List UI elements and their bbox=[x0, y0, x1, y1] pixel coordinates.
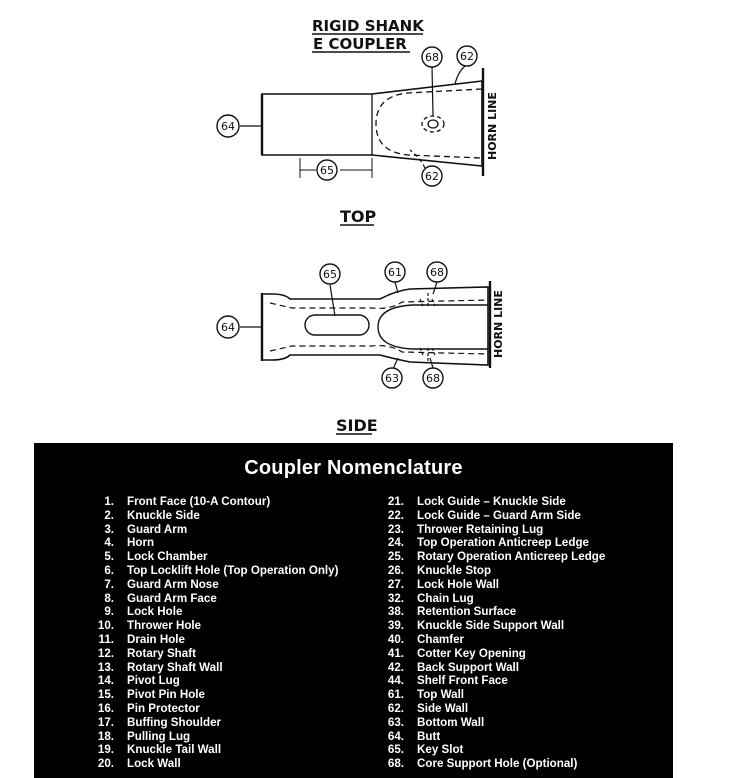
item-label: Chamfer bbox=[417, 632, 465, 646]
item-label: Guard Arm bbox=[127, 522, 188, 536]
list-item bbox=[364, 495, 664, 509]
nomenclature-left-column bbox=[74, 495, 374, 771]
item-label: Core Support Hole (Optional) bbox=[417, 757, 578, 771]
item-number: 10. bbox=[97, 619, 114, 633]
item-number: 24. bbox=[387, 536, 404, 550]
list-item bbox=[364, 647, 664, 661]
list-item bbox=[74, 509, 374, 523]
list-item bbox=[74, 523, 374, 537]
list-item bbox=[364, 550, 664, 564]
item-label: Top Wall bbox=[417, 688, 465, 702]
list-item bbox=[364, 730, 664, 744]
item-label: Buffing Shoulder bbox=[127, 715, 222, 729]
heading-rigid-shank: RIGID SHANK bbox=[312, 17, 424, 35]
callout-61-side: 61 bbox=[388, 266, 402, 279]
item-number: 42. bbox=[387, 660, 404, 674]
item-number: 4. bbox=[104, 536, 114, 550]
horn-line-label-side: HORN LINE bbox=[492, 290, 505, 358]
item-label: Knuckle Tail Wall bbox=[127, 743, 222, 757]
item-number: 64. bbox=[387, 729, 404, 743]
list-item bbox=[364, 674, 664, 688]
item-label: Pivot Pin Hole bbox=[127, 688, 205, 702]
item-number: 27. bbox=[387, 577, 404, 591]
item-label: Lock Guide – Guard Arm Side bbox=[417, 508, 581, 522]
list-item bbox=[364, 702, 664, 716]
item-label: Pin Protector bbox=[127, 701, 200, 715]
item-number: 8. bbox=[104, 591, 114, 605]
item-number: 61. bbox=[387, 688, 404, 702]
list-item bbox=[74, 730, 374, 744]
list-item bbox=[74, 550, 374, 564]
list-item bbox=[74, 633, 374, 647]
callout-68-side-top: 68 bbox=[430, 266, 444, 279]
list-item bbox=[364, 592, 664, 606]
list-item bbox=[364, 743, 664, 757]
item-label: Butt bbox=[417, 729, 441, 743]
heading-e-coupler: E COUPLER bbox=[313, 35, 407, 53]
item-number: 62. bbox=[387, 701, 404, 715]
item-label: Lock Hole bbox=[127, 605, 183, 619]
item-number: 44. bbox=[387, 674, 404, 688]
list-item bbox=[74, 674, 374, 688]
item-number: 11. bbox=[98, 632, 114, 646]
list-item bbox=[364, 509, 664, 523]
item-label: Knuckle Stop bbox=[417, 563, 492, 577]
callout-65-side: 65 bbox=[323, 268, 337, 281]
item-label: Rotary Shaft Wall bbox=[127, 660, 223, 674]
list-item bbox=[74, 716, 374, 730]
top-view bbox=[240, 66, 483, 178]
item-number: 19. bbox=[97, 743, 114, 757]
list-item bbox=[364, 757, 664, 771]
item-label: Knuckle Side Support Wall bbox=[417, 619, 565, 633]
item-label: Top Operation Anticreep Ledge bbox=[417, 536, 589, 550]
horn-line-label-top: HORN LINE bbox=[486, 92, 499, 160]
item-label: Front Face (10-A Contour) bbox=[127, 495, 271, 508]
item-label: Bottom Wall bbox=[417, 715, 485, 729]
item-number: 25. bbox=[387, 550, 404, 564]
top-view-core-hole bbox=[422, 116, 444, 132]
nomenclature-right-column bbox=[364, 495, 664, 771]
item-number: 3. bbox=[104, 522, 114, 536]
list-item bbox=[74, 564, 374, 578]
item-number: 63. bbox=[387, 715, 404, 729]
item-number: 7. bbox=[104, 577, 114, 591]
side-view-callouts bbox=[217, 262, 447, 388]
list-item bbox=[74, 592, 374, 606]
item-label: Rotary Operation Anticreep Ledge bbox=[417, 550, 606, 564]
list-item bbox=[74, 495, 374, 509]
nomenclature-panel bbox=[34, 443, 673, 778]
item-number: 1. bbox=[104, 495, 114, 508]
top-view-callouts bbox=[217, 46, 477, 186]
item-label: Cotter Key Opening bbox=[417, 646, 526, 660]
side-view-key-slot bbox=[305, 315, 369, 335]
item-label: Top Locklift Hole (Top Operation Only) bbox=[127, 563, 339, 577]
item-number: 18. bbox=[97, 729, 114, 743]
item-label: Guard Arm Nose bbox=[127, 577, 219, 591]
list-item bbox=[74, 647, 374, 661]
item-number: 41. bbox=[387, 646, 404, 660]
item-number: 14. bbox=[97, 674, 114, 688]
callout-64-top: 64 bbox=[221, 120, 235, 133]
item-number: 22. bbox=[387, 508, 404, 522]
list-item bbox=[364, 523, 664, 537]
list-item bbox=[364, 605, 664, 619]
item-number: 68. bbox=[387, 757, 404, 771]
callout-68-top: 68 bbox=[425, 51, 439, 64]
item-number: 12. bbox=[97, 646, 114, 660]
callout-64-side: 64 bbox=[221, 321, 235, 334]
list-item bbox=[74, 743, 374, 757]
item-label: Guard Arm Face bbox=[127, 591, 217, 605]
item-label: Pivot Lug bbox=[127, 674, 180, 688]
list-item bbox=[364, 688, 664, 702]
item-label: Lock Wall bbox=[127, 757, 181, 771]
item-number: 32. bbox=[387, 591, 404, 605]
item-label: Knuckle Side bbox=[127, 508, 200, 522]
item-label: Lock Hole Wall bbox=[417, 577, 500, 591]
item-label: Shelf Front Face bbox=[417, 674, 508, 688]
item-label: Chain Lug bbox=[417, 591, 474, 605]
item-label: Thrower Hole bbox=[127, 619, 202, 633]
item-number: 40. bbox=[387, 632, 404, 646]
nomenclature-title: Coupler Nomenclature bbox=[244, 457, 463, 479]
list-item bbox=[364, 619, 664, 633]
item-number: 6. bbox=[104, 563, 114, 577]
list-item bbox=[364, 564, 664, 578]
list-item bbox=[74, 536, 374, 550]
list-item bbox=[74, 605, 374, 619]
list-item bbox=[364, 661, 664, 675]
item-label: Rotary Shaft bbox=[127, 646, 196, 660]
item-label: Thrower Retaining Lug bbox=[417, 522, 544, 536]
item-number: 38. bbox=[387, 605, 404, 619]
item-number: 20. bbox=[97, 757, 114, 771]
list-item bbox=[74, 702, 374, 716]
list-item bbox=[74, 757, 374, 771]
top-view-label: TOP bbox=[340, 207, 377, 226]
item-label: Lock Chamber bbox=[127, 550, 208, 564]
callout-68-side-bottom: 68 bbox=[426, 372, 440, 385]
list-item bbox=[74, 688, 374, 702]
top-view-pocket bbox=[376, 89, 482, 158]
item-number: 16. bbox=[97, 701, 114, 715]
callout-65-top: 65 bbox=[320, 164, 334, 177]
item-label: Drain Hole bbox=[127, 632, 185, 646]
item-number: 2. bbox=[104, 508, 114, 522]
item-label: Key Slot bbox=[417, 743, 464, 757]
list-item bbox=[364, 633, 664, 647]
item-label: Side Wall bbox=[417, 701, 469, 715]
item-number: 21. bbox=[387, 495, 404, 508]
callout-62-top: 62 bbox=[460, 50, 474, 63]
callout-63-side: 63 bbox=[385, 372, 399, 385]
item-number: 15. bbox=[97, 688, 114, 702]
item-number: 17. bbox=[97, 715, 114, 729]
item-label: Pulling Lug bbox=[127, 729, 191, 743]
side-view bbox=[240, 281, 490, 369]
item-number: 65. bbox=[387, 743, 404, 757]
list-item bbox=[74, 661, 374, 675]
list-item bbox=[364, 578, 664, 592]
item-label: Retention Surface bbox=[417, 605, 517, 619]
item-label: Lock Guide – Knuckle Side bbox=[417, 495, 566, 508]
item-number: 9. bbox=[104, 605, 114, 619]
item-number: 23. bbox=[387, 522, 404, 536]
list-item bbox=[364, 536, 664, 550]
list-item bbox=[364, 716, 664, 730]
item-number: 26. bbox=[387, 563, 404, 577]
list-item bbox=[74, 619, 374, 633]
callout-62-top-bottom: 62 bbox=[425, 170, 439, 183]
item-number: 5. bbox=[104, 550, 114, 564]
item-number: 13. bbox=[97, 660, 114, 674]
side-view-label: SIDE bbox=[336, 416, 378, 435]
list-item bbox=[74, 578, 374, 592]
item-number: 39. bbox=[387, 619, 404, 633]
item-label: Back Support Wall bbox=[417, 660, 519, 674]
side-view-cavity bbox=[378, 305, 488, 349]
item-label: Horn bbox=[127, 536, 155, 550]
